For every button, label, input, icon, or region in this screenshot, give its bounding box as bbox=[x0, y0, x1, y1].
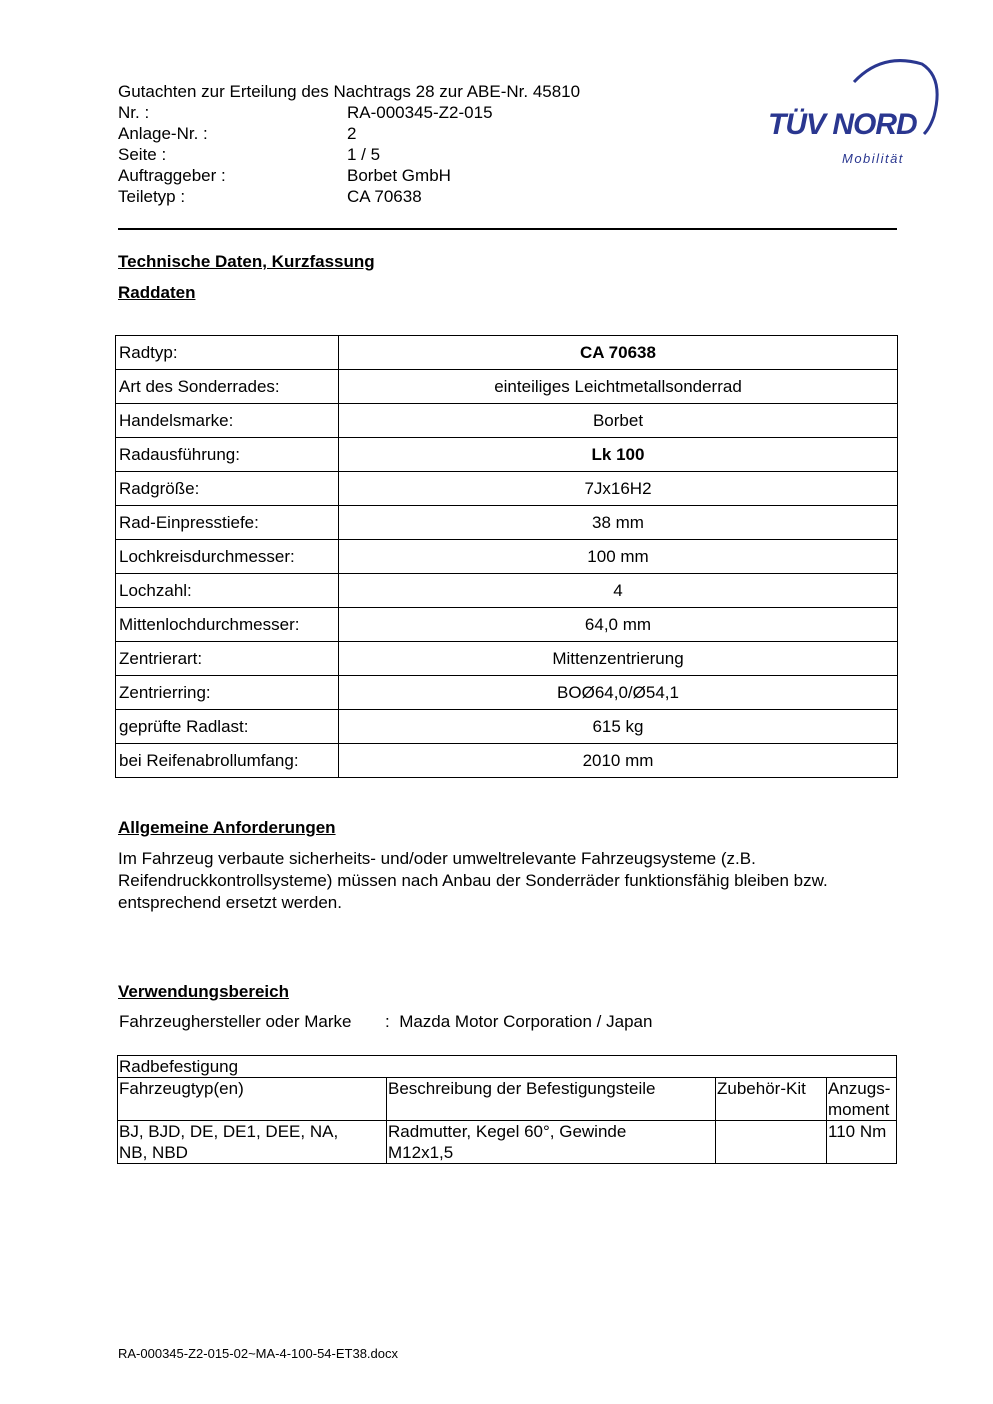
raddaten-table bbox=[115, 335, 898, 778]
table-row bbox=[116, 642, 898, 676]
logo-wordmark: TÜV NORD bbox=[768, 108, 917, 141]
header-row-teiletyp bbox=[118, 186, 422, 207]
header-label: Auftraggeber : bbox=[118, 166, 226, 185]
header-label: Nr. : bbox=[118, 103, 150, 122]
raddaten-value: 2010 mm bbox=[339, 744, 898, 778]
heading-allgemeine-anforderungen: Allgemeine Anforderungen bbox=[118, 818, 336, 837]
table-row bbox=[116, 574, 898, 608]
raddaten-value: CA 70638 bbox=[339, 336, 898, 370]
col-header-zubehoer-kit: Zubehör-Kit bbox=[716, 1078, 827, 1121]
manufacturer-separator: : bbox=[385, 1012, 390, 1031]
cell-anzugsmoment: 110 Nm bbox=[827, 1121, 897, 1164]
raddaten-key: Rad-Einpresstiefe: bbox=[116, 506, 339, 540]
raddaten-value: Mittenzentrierung bbox=[339, 642, 898, 676]
table-row bbox=[116, 608, 898, 642]
document-title: Gutachten zur Erteilung des Nachtrags 28 zur ABE-Nr. 45810 bbox=[118, 82, 581, 101]
table-row bbox=[116, 404, 898, 438]
header-value: 1 / 5 bbox=[347, 145, 381, 164]
raddaten-value: Borbet bbox=[339, 404, 898, 438]
raddaten-value: 7Jx16H2 bbox=[339, 472, 898, 506]
table-row bbox=[116, 472, 898, 506]
raddaten-key: Radtyp: bbox=[116, 336, 339, 370]
table-row bbox=[116, 370, 898, 404]
heading-raddaten: Raddaten bbox=[118, 283, 196, 302]
table-row bbox=[116, 744, 898, 778]
manufacturer-label: Fahrzeughersteller oder Marke bbox=[119, 1012, 352, 1031]
table-row bbox=[116, 540, 898, 574]
table-row bbox=[116, 438, 898, 472]
table-row bbox=[116, 506, 898, 540]
raddaten-key: Lochkreisdurchmesser: bbox=[116, 540, 339, 574]
table-row bbox=[116, 710, 898, 744]
header-row-auftraggeber bbox=[118, 165, 451, 186]
raddaten-value: 4 bbox=[339, 574, 898, 608]
header-label: Seite : bbox=[118, 145, 167, 164]
raddaten-key: Lochzahl: bbox=[116, 574, 339, 608]
col-header-fahrzeugtyp: Fahrzeugtyp(en) bbox=[118, 1078, 387, 1121]
raddaten-value: Lk 100 bbox=[339, 438, 898, 472]
raddaten-key: Radausführung: bbox=[116, 438, 339, 472]
header-label: Anlage-Nr. : bbox=[118, 124, 208, 143]
header-value: CA 70638 bbox=[347, 187, 422, 206]
header-divider bbox=[118, 228, 897, 230]
raddaten-value: einteiliges Leichtmetallsonderrad bbox=[339, 370, 898, 404]
table-row bbox=[116, 676, 898, 710]
header-row-nr bbox=[118, 102, 493, 123]
table-row bbox=[118, 1121, 897, 1164]
raddaten-value: 100 mm bbox=[339, 540, 898, 574]
raddaten-value: BOØ64,0/Ø54,1 bbox=[339, 676, 898, 710]
logo-subtitle: Mobilität bbox=[842, 151, 904, 166]
raddaten-key: Handelsmarke: bbox=[116, 404, 339, 438]
header-label: Teiletyp : bbox=[118, 187, 186, 206]
tuv-nord-logo bbox=[762, 58, 942, 170]
radbefestigung-table bbox=[117, 1055, 897, 1164]
header-row-seite bbox=[118, 144, 380, 165]
table-title-row bbox=[118, 1056, 897, 1078]
raddaten-key: Art des Sonderrades: bbox=[116, 370, 339, 404]
col-header-anzugsmoment: Anzugs- moment bbox=[827, 1078, 897, 1121]
header-row-anlage bbox=[118, 123, 356, 144]
table-row bbox=[116, 336, 898, 370]
footer-filename: RA-000345-Z2-015-02~MA-4-100-54-ET38.docx bbox=[118, 1346, 399, 1361]
raddaten-key: Radgröße: bbox=[116, 472, 339, 506]
radbefestigung-title: Radbefestigung bbox=[118, 1056, 897, 1078]
raddaten-key: geprüfte Radlast: bbox=[116, 710, 339, 744]
col-header-beschreibung: Beschreibung der Befestigungsteile bbox=[387, 1078, 716, 1121]
header-value: RA-000345-Z2-015 bbox=[347, 103, 493, 122]
heading-verwendungsbereich: Verwendungsbereich bbox=[118, 982, 289, 1001]
raddaten-value: 38 mm bbox=[339, 506, 898, 540]
heading-technische-daten: Technische Daten, Kurzfassung bbox=[118, 252, 375, 271]
allgemeine-anforderungen-text: Im Fahrzeug verbaute sicherheits- und/oder umweltrelevante Fahrzeugsysteme (z.B. Reifendruckkontrollsysteme) müssen nach Anbau der Sonderräder funktionsfähig bleiben bzw. entsprechend ersetzt werden. bbox=[118, 849, 828, 912]
header-value: Borbet GmbH bbox=[347, 166, 451, 185]
raddaten-key: Mittenlochdurchmesser: bbox=[116, 608, 339, 642]
cell-fahrzeugtyp: BJ, BJD, DE, DE1, DEE, NA, NB, NBD bbox=[118, 1121, 387, 1164]
raddaten-key: bei Reifenabrollumfang: bbox=[116, 744, 339, 778]
raddaten-key: Zentrierring: bbox=[116, 676, 339, 710]
raddaten-value: 64,0 mm bbox=[339, 608, 898, 642]
table-header-row bbox=[118, 1078, 897, 1121]
cell-beschreibung: Radmutter, Kegel 60°, Gewinde M12x1,5 bbox=[387, 1121, 716, 1164]
cell-zubehoer-kit bbox=[716, 1121, 827, 1164]
manufacturer-value: Mazda Motor Corporation / Japan bbox=[399, 1012, 653, 1031]
raddaten-key: Zentrierart: bbox=[116, 642, 339, 676]
raddaten-value: 615 kg bbox=[339, 710, 898, 744]
header-value: 2 bbox=[347, 124, 357, 143]
manufacturer-line bbox=[119, 1012, 652, 1032]
